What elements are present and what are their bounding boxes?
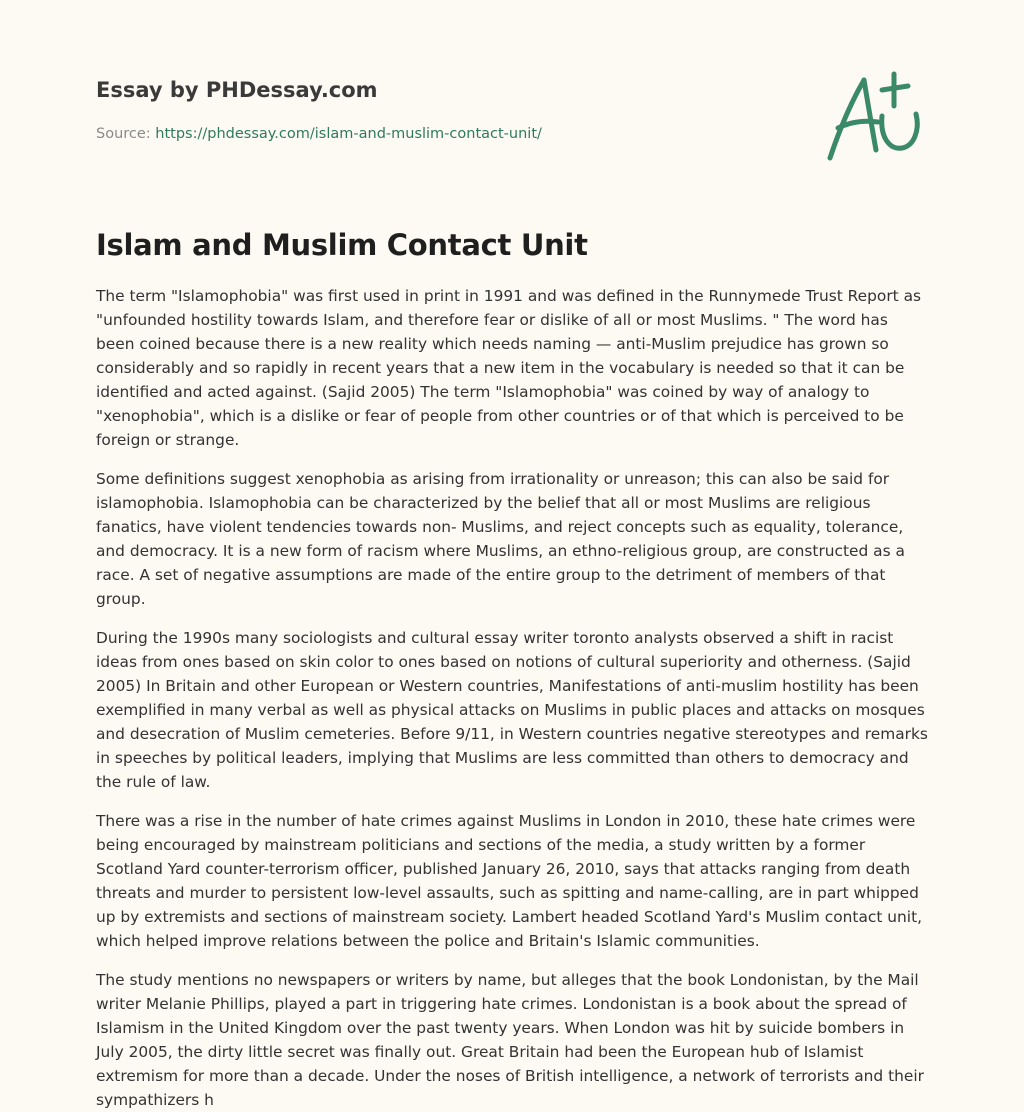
article-paragraph: Some definitions suggest xenophobia as arising from irrationality or unreason; this can also be said for islamophobia. Islamophobia can be characterized by the belief that all or most Muslims are religious fanatics, have violent tendencies towards non- Muslims, and reject concepts such as equality, tolerance, and democracy. It is a new form of racism where Muslims, an ethno-religious group, are constructed as a race. A set of negative assumptions are made of the entire group to the detriment of members of that group.	[96, 470, 905, 608]
site-header	[96, 76, 796, 144]
article-paragraph: The term "Islamophobia" was first used in print in 1991 and was defined in the Runnymede Trust Report as "unfounded hostility towards Islam, and therefore fear or dislike of all or most Muslims. " The word has been coined because there is a new reality which needs naming — anti-Muslim prejudice has grown so considerably and so rapidly in recent years that a new item in the vocabulary is needed so that it can be identified and acted against. (Sajid 2005) The term "Islamophobia" was coined by way of analogy to "xenophobia", which is a dislike or fear of people from other countries or of that which is perceived to be foreign or strange.	[96, 287, 922, 449]
article-paragraph: During the 1990s many sociologists and cultural essay writer toronto analysts observed a shift in racist ideas from ones based on skin color to ones based on notions of cultural superiority and otherness. (Sajid 2005) In Britain and other European or Western countries, Manifestations of anti-muslim hostility has been exemplified in many verbal as well as physical attacks on Muslims in public places and attacks on mosques and desecration of Muslim cemeteries. Before 9/11, in Western countries negative stereotypes and remarks in speeches by political leaders, implying that Muslims are less committed than others to democracy and the rule of law.	[96, 629, 928, 791]
article-paragraph: There was a rise in the number of hate crimes against Muslims in London in 2010, these hate crimes were being encouraged by mainstream politicians and sections of the media, a study written by a former Scotland Yard counter-terrorism officer, published January 26, 2010, says that attacks ranging from death threats and murder to persistent low-level assaults, such as spitting and name-calling, are in part whipped up by extremists and sections of mainstream society. Lambert headed Scotland Yard's Muslim contact unit, which helped improve relations between the police and Britain's Islamic communities.	[96, 812, 923, 950]
source-line	[96, 124, 796, 144]
page-title: Islam and Muslim Contact Unit	[96, 228, 588, 262]
a-plus-logo-icon	[820, 66, 930, 166]
source-label: Source:	[96, 126, 156, 142]
brand-title: Essay by PHDessay.com	[96, 78, 378, 102]
article-paragraph: The study mentions no newspapers or writers by name, but alleges that the book Londonistan, by the Mail writer Melanie Phillips, played a part in triggering hate crimes. Londonistan is a book about the spread of Islamism in the United Kingdom over the past twenty years. When London was hit by suicide bombers in July 2005, the dirty little secret was finally out. Great Britain had been the European hub of Islamist extremism for more than a decade. Under the noses of British intelligence, a network of terrorists and their sympathizers h	[96, 971, 924, 1109]
article-body	[96, 284, 928, 1109]
source-link[interactable]: https://phdessay.com/islam-and-muslim-contact-unit/	[155, 126, 542, 142]
